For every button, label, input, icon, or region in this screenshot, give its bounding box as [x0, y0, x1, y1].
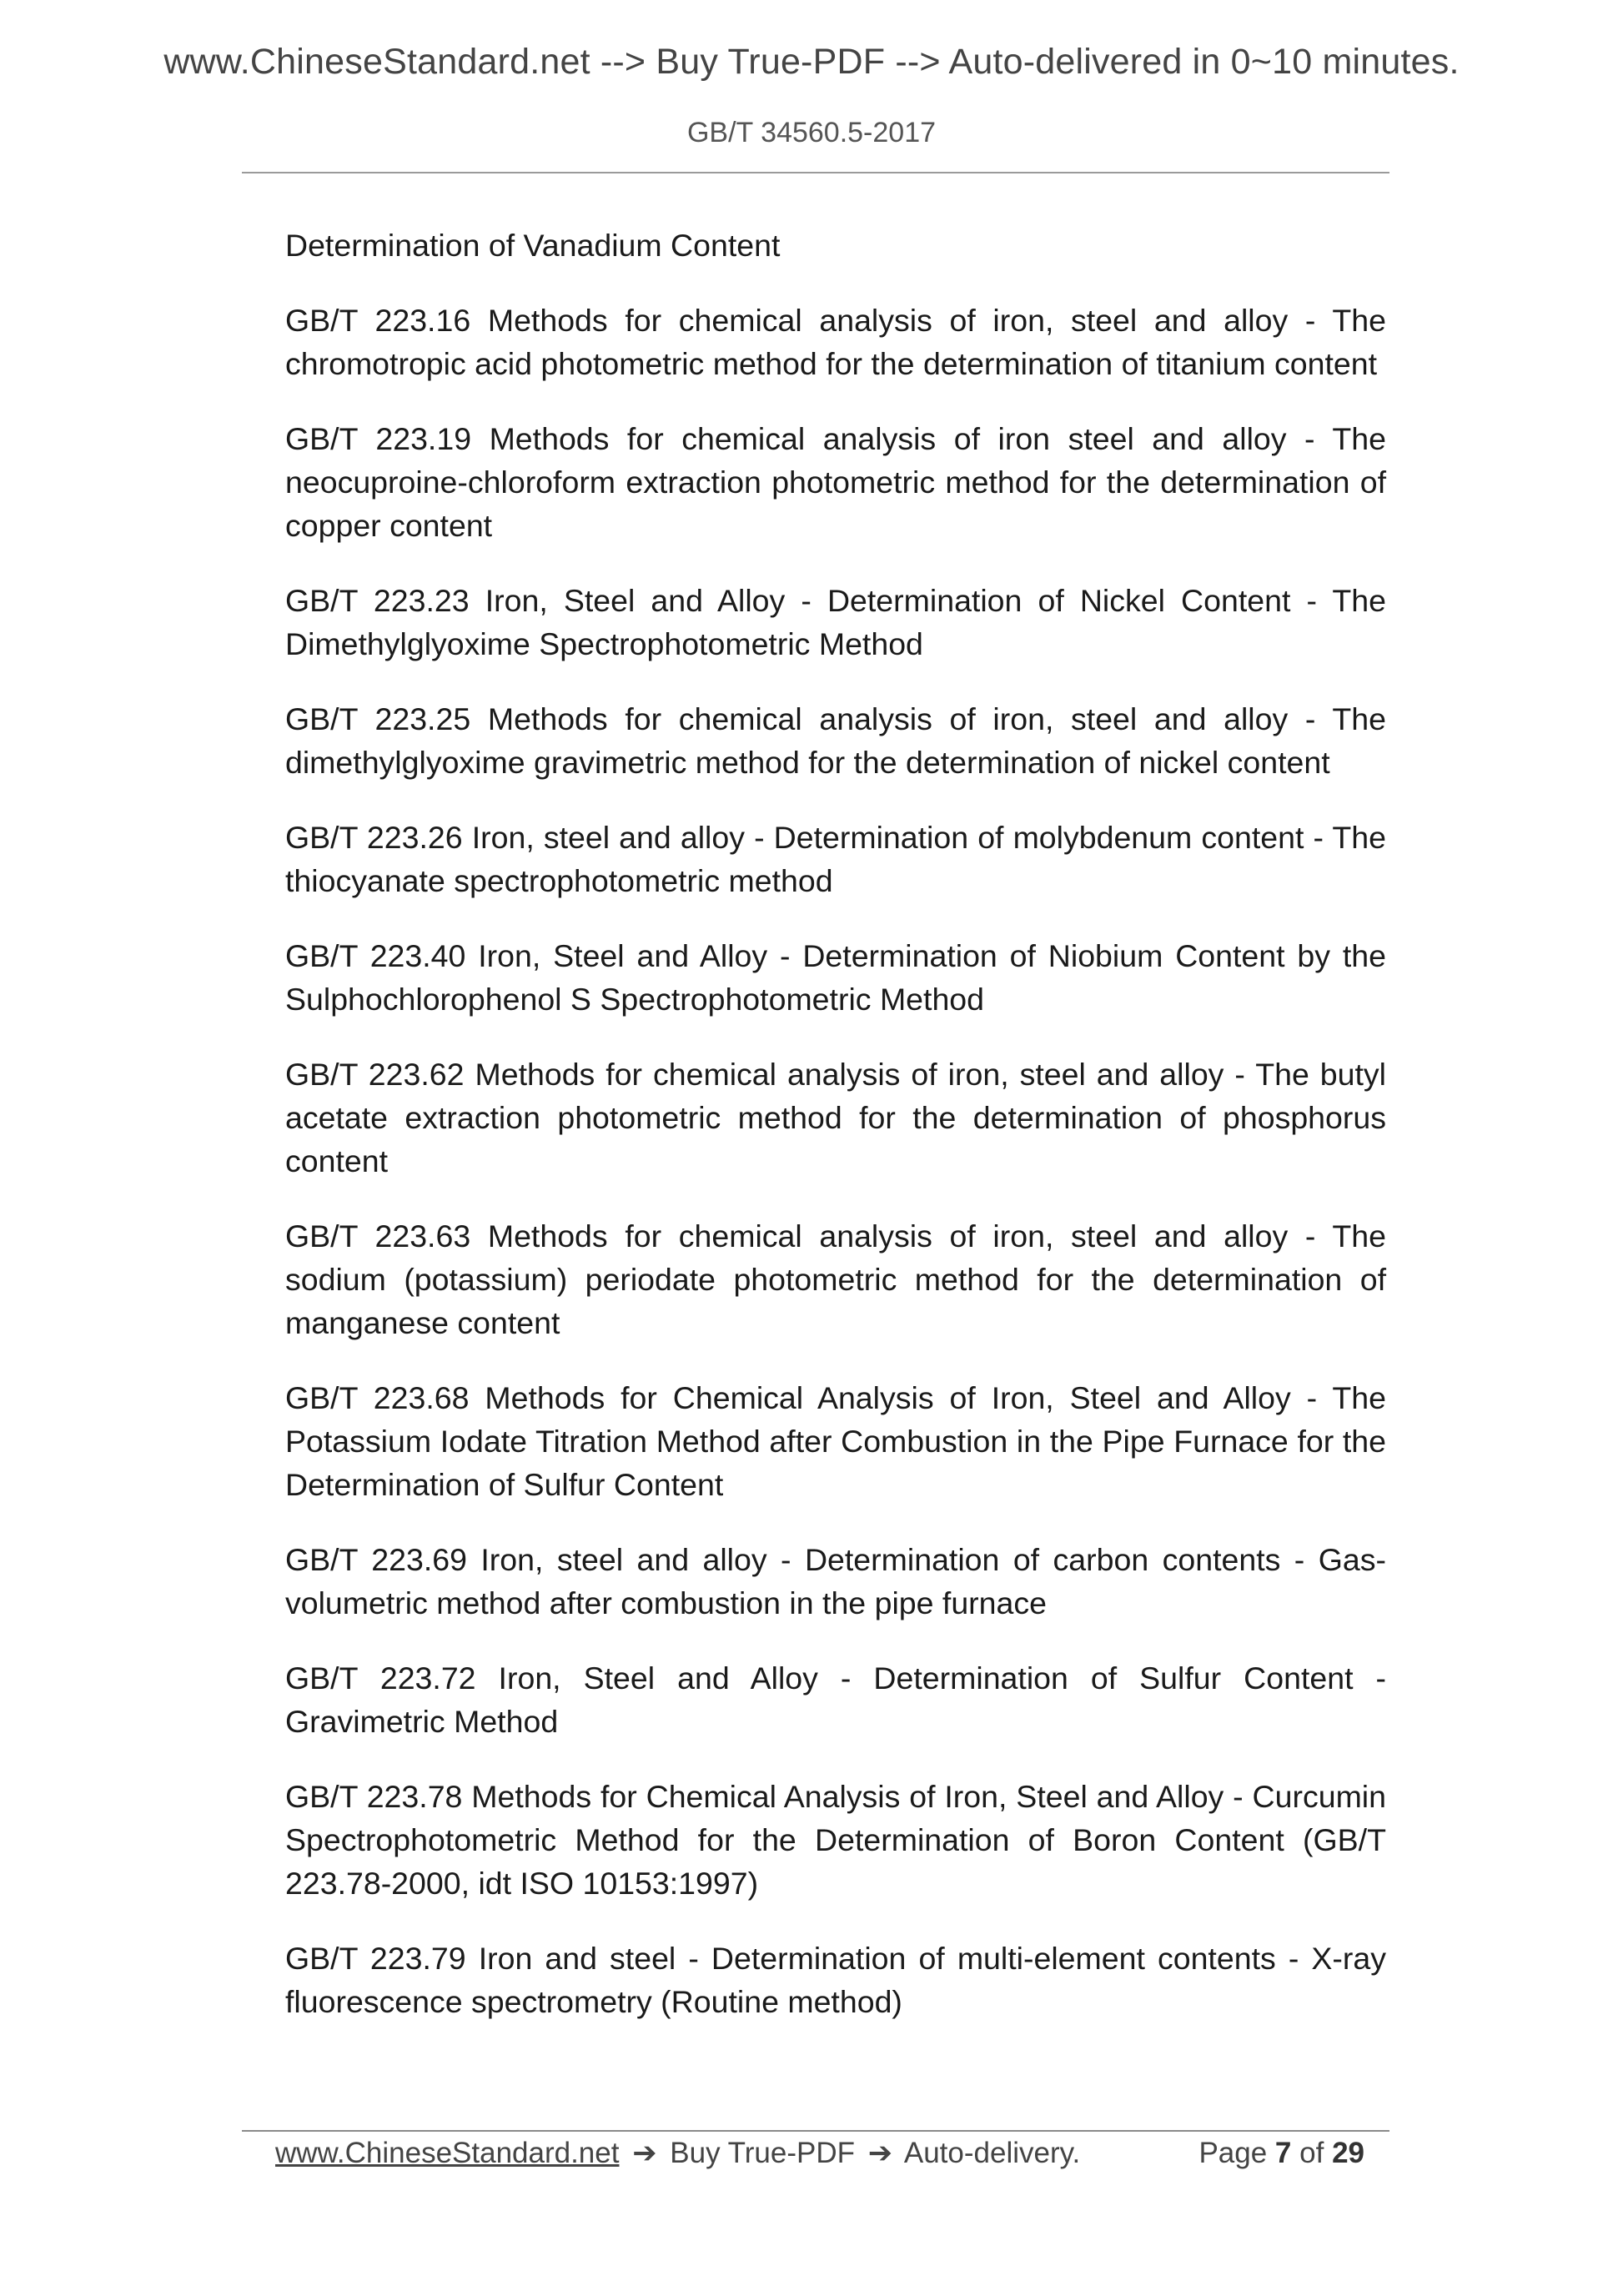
reference-item: GB/T 223.26 Iron, steel and alloy - Determination of molybdenum content - The thiocyanate spectrophotometric method	[285, 820, 1386, 898]
reference-item: GB/T 223.16 Methods for chemical analysis of iron, steel and alloy - The chromotropic acid photometric method for the determination of titanium content	[285, 303, 1386, 381]
reference-item: GB/T 223.63 Methods for chemical analysis of iron, steel and alloy - The sodium (potassium) periodate photometric method for the determination of manganese content	[285, 1218, 1386, 1340]
page-current: 7	[1274, 2137, 1292, 2169]
footer-auto-text: Auto-delivery.	[903, 2137, 1081, 2169]
reference-item: GB/T 223.68 Methods for Chemical Analysis of Iron, Steel and Alloy - The Potassium Iodate Titration Method after Combustion in the Pipe Furnace for the Determination of Sulfur Content	[285, 1380, 1386, 1502]
reference-item: GB/T 223.19 Methods for chemical analysis of iron steel and alloy - The neocuproine-chloroform extraction photometric method for the determination of copper content	[285, 421, 1386, 543]
header-divider	[242, 172, 1389, 173]
top-banner: www.ChineseStandard.net --> Buy True-PDF --> Auto-delivered in 0~10 minutes.	[163, 42, 1460, 82]
page-footer	[275, 2137, 1364, 2170]
reference-item: GB/T 223.78 Methods for Chemical Analysis of Iron, Steel and Alloy - Curcumin Spectrophotometric Method for the Determination of Boron Content (GB/T 223.78-2000, idt ISO 10153:1997)	[285, 1779, 1386, 1901]
reference-item: GB/T 223.23 Iron, Steel and Alloy - Determination of Nickel Content - The Dimethylglyoxime Spectrophotometric Method	[285, 583, 1386, 661]
reference-item: GB/T 223.40 Iron, Steel and Alloy - Determination of Niobium Content by the Sulphochlorophenol S Spectrophotometric Method	[285, 938, 1386, 1017]
right-arrow-icon: ➔	[867, 2137, 893, 2169]
reference-list	[285, 224, 1386, 2055]
reference-item: Determination of Vanadium Content	[285, 228, 781, 263]
reference-item: GB/T 223.69 Iron, steel and alloy - Determination of carbon contents - Gas-volumetric method after combustion in the pipe furnace	[285, 1542, 1386, 1620]
footer-buy-text: Buy True-PDF	[670, 2137, 855, 2169]
of-word: of	[1299, 2137, 1324, 2169]
reference-item: GB/T 223.62 Methods for chemical analysis of iron, steel and alloy - The butyl acetate extraction photometric method for the determination of phosphorus content	[285, 1057, 1386, 1178]
footer-divider	[242, 2130, 1389, 2132]
footer-site-link[interactable]: www.ChineseStandard.net	[275, 2137, 620, 2169]
page-indicator	[1198, 2137, 1364, 2170]
page-total: 29	[1332, 2137, 1364, 2169]
right-arrow-icon: ➔	[632, 2137, 657, 2169]
reference-item: GB/T 223.25 Methods for chemical analysis of iron, steel and alloy - The dimethylglyoxime gravimetric method for the determination of nickel content	[285, 701, 1386, 780]
page-word: Page	[1198, 2137, 1268, 2169]
reference-item: GB/T 223.72 Iron, Steel and Alloy - Determination of Sulfur Content - Gravimetric Method	[285, 1660, 1386, 1739]
reference-item: GB/T 223.79 Iron and steel - Determination of multi-element contents - X-ray fluorescence spectrometry (Routine method)	[285, 1941, 1386, 2019]
document-code: GB/T 34560.5-2017	[686, 117, 937, 148]
